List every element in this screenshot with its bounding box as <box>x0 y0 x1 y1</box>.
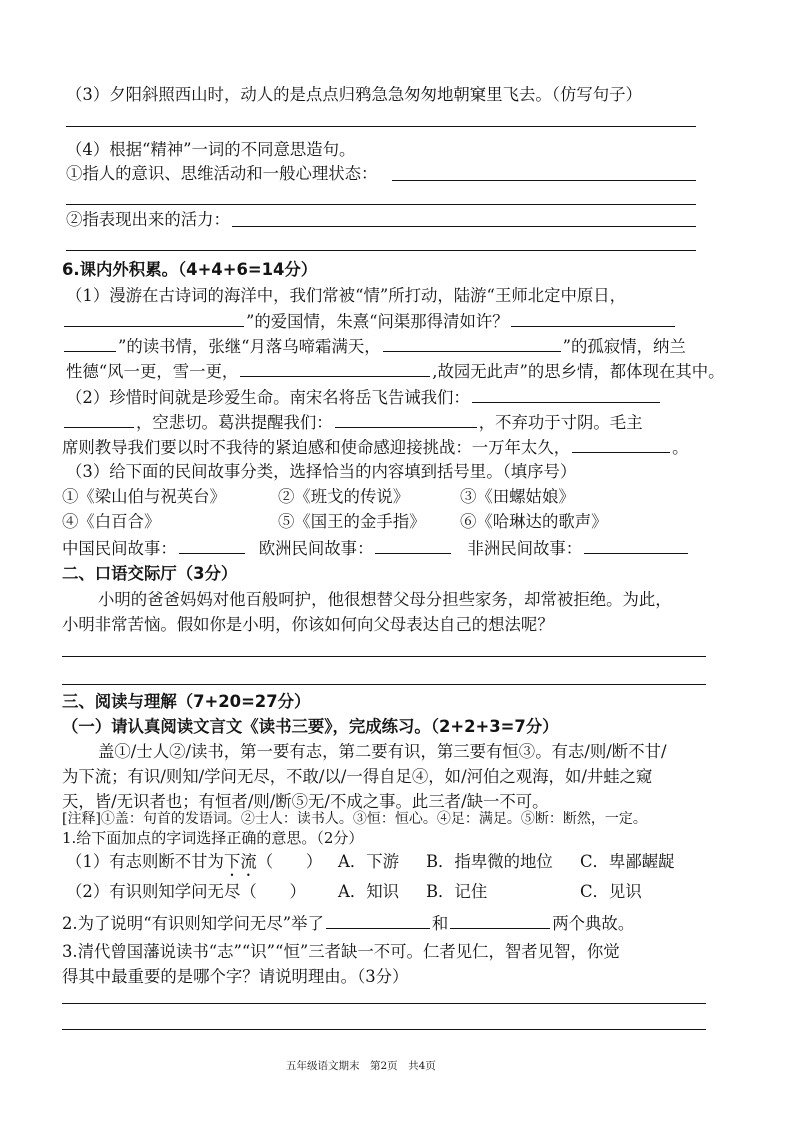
category-africa: 非洲民间故事： <box>467 539 583 558</box>
answer-line[interactable] <box>66 126 696 127</box>
fill-blank[interactable] <box>572 435 670 453</box>
s6-p1-line3 <box>62 334 686 359</box>
period: 。 <box>672 438 689 457</box>
fill-blank[interactable] <box>335 410 477 428</box>
s2-line1: 小明的爸爸妈妈对他百般呵护，他很想替父母分担些家务，却常被拒绝。为此， <box>98 590 672 609</box>
story-option-5: ⑤《国王的金手指》 <box>278 512 426 531</box>
s6-p2-line1-text: （2）珍惜时间就是珍爱生命。南宋名将岳飞告诫我们： <box>66 388 470 407</box>
s6-p2-line1 <box>66 385 662 410</box>
s2-line2: 小明非常苦恼。假如你是小明，你该如何向父母表达自己的想法呢？ <box>62 615 554 634</box>
fill-blank[interactable] <box>375 536 451 554</box>
s6-p1-line4-text-a: 性德“风一更，雪一更， <box>66 362 239 381</box>
classical-text-line2: 为下流；有识/则知/学问无尽，不敢/以/一得自足④，如/河伯之观海，如/井蛙之窥 <box>62 767 653 786</box>
section-6-title: 6.课内外积累。（4+4+6=14分） <box>62 260 318 279</box>
q2-text-a: 2.为了说明“有识则知学问无尽”举了 <box>62 914 324 933</box>
page-footer: 五年级语文期末 第2页 共4页 <box>286 1060 436 1072</box>
q1-1-option-a: A．下游 <box>338 852 400 871</box>
answer-line[interactable] <box>62 684 706 685</box>
section-3-title: 三、阅读与理解（7+20=27分） <box>62 692 311 711</box>
fill-blank[interactable] <box>383 334 561 352</box>
q2-text-b: 和 <box>431 914 449 933</box>
answer-line[interactable] <box>62 1029 706 1030</box>
q4-title: （4）根据“精神”一词的不同意思造句。 <box>66 140 356 159</box>
story-option-4: ④《白百合》 <box>62 512 161 531</box>
answer-line[interactable] <box>392 180 696 181</box>
q1-1-text: （1）有志则断不甘为 <box>66 852 224 871</box>
fill-blank[interactable] <box>511 309 675 327</box>
fill-blank[interactable] <box>64 334 116 352</box>
s6-p1-line2 <box>62 309 677 334</box>
dotted-word: 下流 <box>223 852 257 871</box>
story-option-6: ⑥《哈琳达的歌声》 <box>460 512 608 531</box>
answer-line[interactable] <box>66 250 696 251</box>
fill-blank[interactable] <box>64 309 244 327</box>
q1-2-option-c: C．见识 <box>580 882 642 901</box>
category-europe: 欧洲民间故事： <box>258 539 374 558</box>
q1-1-option-c: C．卑鄙龌龊 <box>580 852 675 871</box>
s6-p2-line2 <box>62 410 643 435</box>
q1-1-option-b: B．指卑微的地位 <box>426 852 553 871</box>
annotation-note: [注释]①盖：句首的发语词。②士人：读书人。③恒：恒心。④足：满足。⑤断：断然，一定。 <box>62 811 647 827</box>
answer-line[interactable] <box>232 226 696 227</box>
answer-line[interactable] <box>62 656 706 657</box>
q3-rewrite-sentence: （3）夕阳斜照西山时，动人的是点点归鸦急急匆匆地朝窠里飞去。（仿写句子） <box>66 85 642 104</box>
fill-blank[interactable] <box>179 536 245 554</box>
q4-item-1 <box>66 162 377 186</box>
s6-p1-line4 <box>66 359 725 384</box>
fill-blank[interactable] <box>240 359 430 377</box>
q4-item-1-text: ①指人的意识、思维活动和一般心理状态： <box>66 164 378 183</box>
classical-text-line3: 天，皆/无识者也；有恒者/则/断⑤无/不成之事。此三者/缺一不可。 <box>62 792 549 811</box>
q2 <box>62 911 634 936</box>
q1-2-option-a: A．知识 <box>338 882 400 901</box>
s6-p1-line1: （1）漫游在古诗词的海洋中，我们常被“情”所打动，陆游“王师北定中原日， <box>66 286 627 305</box>
s6-p3-categories <box>62 536 690 561</box>
s6-p2-line2-text-a: ，空悲切。葛洪提醒我们： <box>136 413 333 432</box>
q2-text-c: 两个典故。 <box>552 914 635 933</box>
s6-p2-line2-text-b: ，不弃功于寸阴。毛主 <box>478 413 643 432</box>
fill-blank[interactable] <box>326 911 430 929</box>
fill-blank[interactable] <box>472 385 660 403</box>
s6-p1-line2-text: ”的爱国情，朱熹“问渠那得清如许？ <box>246 312 509 331</box>
story-option-1: ①《梁山伯与祝英台》 <box>62 487 226 506</box>
section-2-title: 二、口语交际厅（3分） <box>62 564 238 583</box>
fill-blank[interactable] <box>64 410 134 428</box>
q4-item-2 <box>66 208 230 232</box>
s6-p1-line3-text-a: ”的读书情，张继“月落乌啼霜满天， <box>118 337 381 356</box>
classical-text-line1: 盖①/士人②/读书，第一要有志，第二要有识，第三要有恒③。有志/则/断不甘/ <box>98 742 667 761</box>
s6-p2-line3-text: 席则教导我们要以时不我待的紧迫感和使命感迎接挑战：一万年太久， <box>62 438 571 457</box>
s6-p1-line4-text-b: ,故园无此声”的思乡情，都体现在其中。 <box>432 362 725 381</box>
story-option-2: ②《班戈的传说》 <box>278 487 410 506</box>
fill-blank[interactable] <box>450 911 550 929</box>
q1-2-option-b: B．记住 <box>426 882 488 901</box>
q1-title: 1.给下面加点的字词选择正确的意思。（2分） <box>62 829 364 847</box>
s6-p3-title: （3）给下面的民间故事分类，选择恰当的内容填到括号里。（填序号） <box>66 462 577 481</box>
q4-item-2-text: ②指表现出来的活力： <box>66 210 230 229</box>
q1-2-stem: （2）有识则知学问无尽（ ） <box>66 882 306 901</box>
s6-p1-line3-text-b: ”的孤寂情，纳兰 <box>562 337 686 356</box>
q3-line1: 3.清代曾国藩说读书“志”“识”“恒”三者缺一不可。仁者见仁，智者见智，你觉 <box>62 942 620 961</box>
section-3-subtitle: （一）请认真阅读文言文《读书三要》，完成练习。（2+2+3=7分） <box>62 717 559 736</box>
answer-paren[interactable]: （ ） <box>256 852 323 871</box>
answer-line[interactable] <box>66 204 696 205</box>
q3-line2: 得其中最重要的是哪个字？请说明理由。（3分） <box>62 967 409 986</box>
q1-1-stem <box>66 850 322 880</box>
s6-p2-line3 <box>62 435 689 460</box>
category-china: 中国民间故事： <box>62 539 177 558</box>
fill-blank[interactable] <box>584 536 688 554</box>
story-option-3: ③《田螺姑娘》 <box>460 487 575 506</box>
answer-line[interactable] <box>62 1003 706 1004</box>
